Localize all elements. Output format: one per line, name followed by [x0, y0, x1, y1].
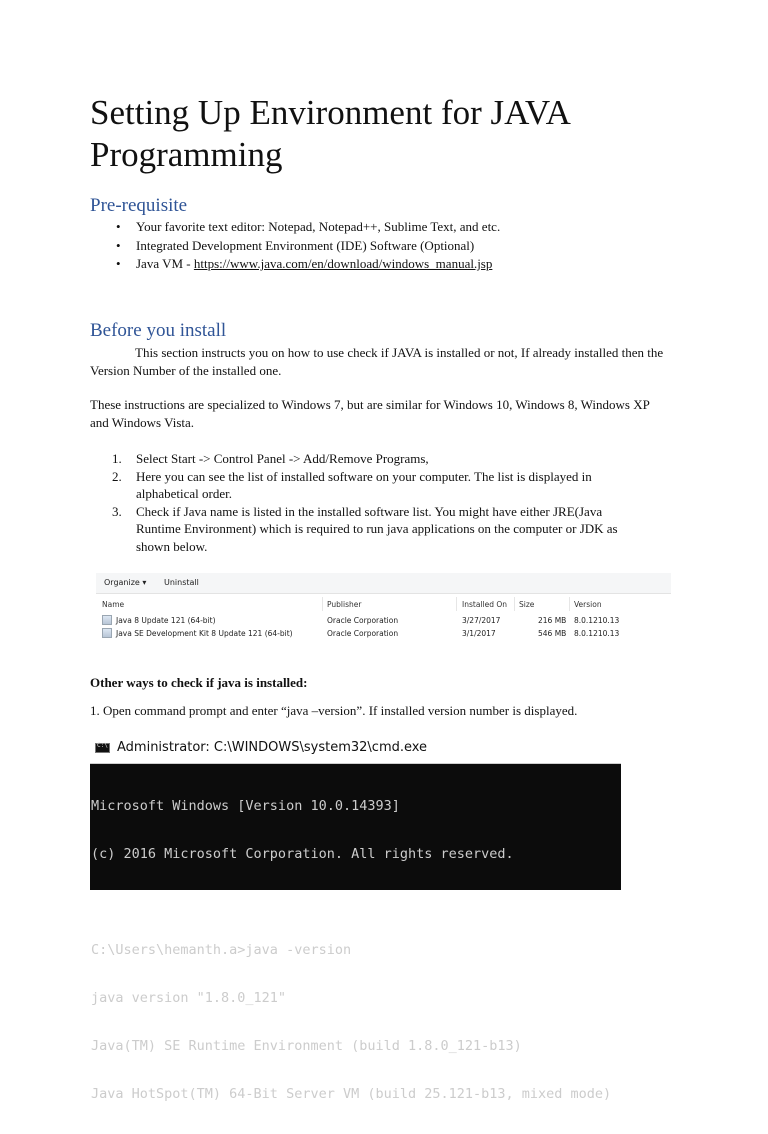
step-number: 3. [112, 503, 122, 519]
cmd-window-title: Administrator: C:\WINDOWS\system32\cmd.exe [117, 740, 428, 755]
table-row[interactable] [96, 615, 671, 627]
console-line: Java HotSpot(TM) 64-Bit Server VM (build 25.121-b13, mixed mode) [91, 1086, 612, 1102]
table-row[interactable] [96, 628, 671, 640]
console-line: java version "1.8.0_121" [91, 990, 287, 1006]
step-number: 1. [112, 451, 122, 466]
list-item [112, 255, 500, 274]
other-ways-heading: Other ways to check if java is installed: [90, 675, 308, 690]
java-program-icon [102, 628, 112, 638]
console-line: C:\Users\hemanth.a>java -version [91, 942, 352, 958]
column-header-installed-on[interactable]: Installed On [462, 600, 507, 609]
column-divider [322, 597, 323, 611]
step-number: 2. [112, 468, 122, 484]
console-line: Microsoft Windows [Version 10.0.14393] [91, 798, 400, 814]
list-item [112, 450, 642, 468]
column-divider [569, 597, 570, 611]
console-line: Java(TM) SE Runtime Environment (build 1.8.0_121-b13) [91, 1038, 522, 1054]
program-version: 8.0.1210.13 [574, 616, 620, 625]
java-vm-label: Java VM - [136, 256, 194, 271]
program-installed-on: 3/1/2017 [462, 629, 496, 638]
program-size: 546 MB [538, 629, 567, 638]
java-download-link[interactable]: https://www.java.com/en/download/windows_manual.jsp [193, 256, 493, 271]
prerequisite-list [112, 218, 500, 274]
program-name: Java 8 Update 121 (64-bit) [116, 616, 216, 625]
program-version: 8.0.1210.13 [574, 629, 620, 638]
uninstall-button[interactable]: Uninstall [164, 578, 199, 587]
list-item [112, 468, 642, 503]
command-prompt-instruction: 1. Open command prompt and enter “java –version”. If installed version number is displayed. [90, 703, 578, 718]
step-text: Here you can see the list of installed software on your computer. The list is displayed in alphabetical order. [136, 468, 592, 501]
program-installed-on: 3/27/2017 [462, 616, 501, 625]
list-item: • Your favorite text editor: Notepad, Notepad++, Sublime Text, and etc. [112, 218, 500, 237]
install-steps-list [112, 450, 642, 555]
intro-paragraph: This section instructs you on how to use check if JAVA is installed or not, If already installed then the Version Number of the installed one. [90, 345, 664, 378]
step-text: Select Start -> Control Panel -> Add/Remove Programs, [136, 451, 429, 466]
column-header-publisher[interactable]: Publisher [327, 600, 362, 609]
list-item [112, 503, 642, 556]
cmd-console-output [90, 766, 611, 1134]
installed-programs-screenshot [96, 573, 671, 645]
command-prompt-screenshot [90, 733, 621, 1102]
console-line [91, 894, 611, 910]
cmd-titlebar [90, 733, 621, 764]
java-program-icon [102, 615, 112, 625]
column-header-version[interactable]: Version [574, 600, 602, 609]
step-text: Check if Java name is listed in the installed software list. You might have either JRE(Java Runtime Environment) which is required to run java applications on the computer or JDK as shown below. [136, 503, 618, 554]
programs-toolbar [96, 573, 671, 594]
console-line: (c) 2016 Microsoft Corporation. All rights reserved. [91, 846, 514, 862]
program-name: Java SE Development Kit 8 Update 121 (64-bit) [116, 629, 293, 638]
column-header-size[interactable]: Size [519, 600, 535, 609]
list-item: • Integrated Development Environment (IDE) Software (Optional) [112, 237, 500, 256]
program-publisher: Oracle Corporation [327, 629, 399, 638]
column-divider [514, 597, 515, 611]
program-size: 216 MB [538, 616, 567, 625]
column-header-name[interactable]: Name [102, 600, 125, 609]
organize-button[interactable]: Organize ▾ [104, 578, 147, 587]
program-publisher: Oracle Corporation [327, 616, 399, 625]
prerequisite-heading: Pre-requisite [90, 195, 188, 216]
windows-paragraph: These instructions are specialized to Windows 7, but are similar for Windows 10, Windows 8, Windows XP and Windows Vista. [90, 397, 650, 430]
page-title: Setting Up Environment for JAVA Programming [90, 93, 569, 174]
cmd-icon: C:\ [95, 743, 110, 753]
before-install-heading: Before you install [90, 320, 227, 341]
column-divider [456, 597, 457, 611]
